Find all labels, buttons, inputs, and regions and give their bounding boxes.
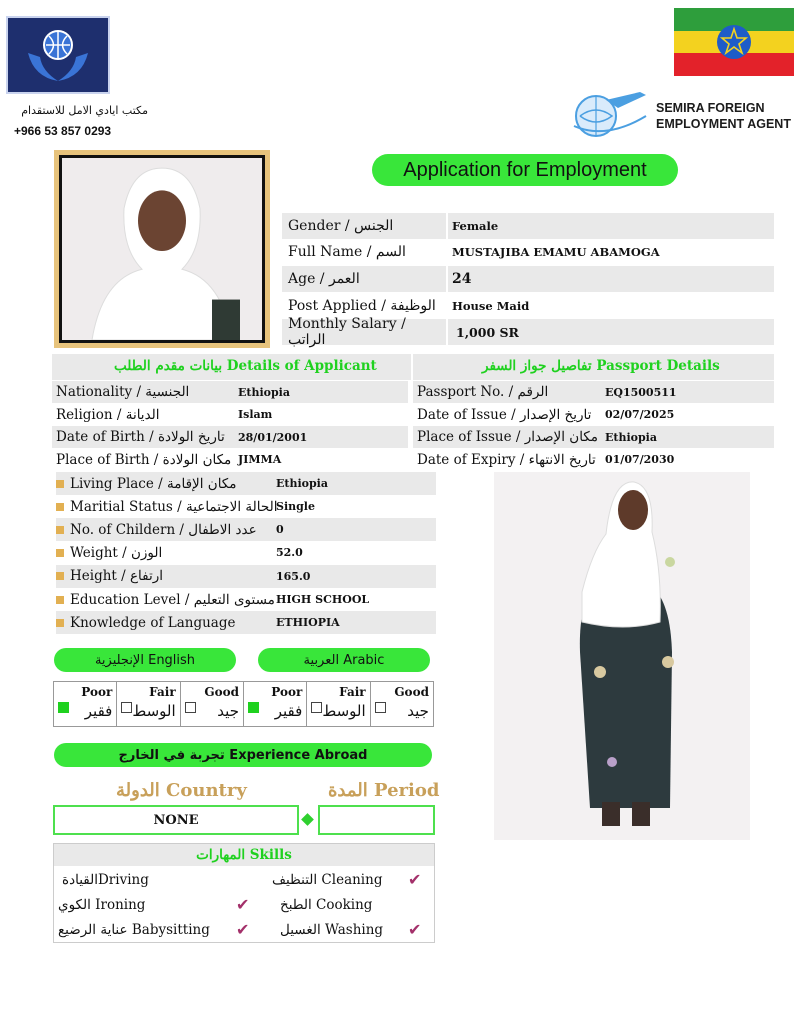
arabic-poor-cell[interactable]: Poor فقير	[244, 682, 307, 726]
table-row	[282, 266, 774, 293]
table-row	[52, 449, 408, 471]
education-value: HIGH SCHOOL	[276, 593, 370, 607]
english-fair-checkbox[interactable]	[121, 702, 132, 713]
living-place-value: Ethiopia	[276, 477, 328, 491]
hands-globe-icon	[18, 23, 98, 87]
diamond-icon	[301, 813, 314, 826]
info-table	[282, 213, 774, 349]
table-row	[282, 240, 774, 267]
place-of-issue-value: Ethiopia	[605, 430, 657, 444]
list-item	[56, 541, 436, 564]
date-of-birth-label: Date of Birth / تاريخ الولادة	[56, 429, 225, 446]
full-name-label: Full Name / السم	[288, 244, 406, 261]
post-applied-label: Post Applied / الوظيفة	[288, 297, 436, 314]
height-value: 165.0	[276, 569, 311, 583]
place-of-birth-value: JIMMA	[238, 453, 282, 467]
office-logo	[6, 16, 110, 94]
marital-status-label: Maritial Status / الحالة الاجتماعية	[70, 498, 278, 515]
passport-no-label: Passport No. / الرقم	[417, 384, 549, 401]
skills-title: المهارات Skills	[54, 844, 434, 866]
bullet-icon	[56, 572, 64, 580]
table-row	[413, 381, 774, 403]
english-good-cell[interactable]: Good جيد	[181, 682, 244, 726]
education-label: Education Level / مستوى التعليم	[70, 591, 275, 608]
skill-washing: الغسيل Washing	[280, 922, 384, 938]
table-row	[52, 404, 408, 426]
bullet-icon	[56, 549, 64, 557]
weight-label: Weight / الوزن	[70, 544, 163, 561]
arabic-title: العربية Arabic	[258, 648, 430, 672]
period-field[interactable]	[318, 805, 435, 835]
age-label: Age / العمر	[282, 266, 446, 292]
bullet-icon	[56, 619, 64, 627]
language-knowledge-value: ETHIOPIA	[276, 616, 340, 630]
portrait-photo-frame	[54, 150, 270, 348]
applicant-section-title: بيانات مقدم الطلب Details of Applicant	[114, 358, 377, 374]
passport-section-title: تفاصيل جواز السفر Passport Details	[482, 358, 720, 374]
passport-no-value: EQ1500511	[605, 385, 677, 399]
arabic-good-cell[interactable]: Good جيد	[371, 682, 433, 726]
bullet-icon	[56, 526, 64, 534]
list-item	[56, 588, 436, 611]
check-icon: ✔	[236, 920, 250, 939]
table-row	[413, 404, 774, 426]
skill-ironing: الكوي Ironing	[58, 897, 146, 913]
children-label: No. of Childern / عدد الاطفال	[70, 521, 257, 538]
person-full-body-icon	[494, 472, 750, 840]
gender-label: Gender / الجنس	[282, 213, 446, 239]
list-item	[56, 565, 436, 588]
place-of-issue-label: Place of Issue / مكان الإصدار	[417, 429, 598, 446]
date-of-birth-value: 28/01/2001	[238, 430, 308, 444]
bullet-icon	[56, 596, 64, 604]
living-place-label: Living Place / مكان الإقامة	[70, 475, 237, 492]
arabic-good-checkbox[interactable]	[375, 702, 386, 713]
monthly-salary-value: 1,000 SR	[446, 319, 774, 345]
religion-value: Islam	[238, 408, 273, 422]
monthly-salary-label: Monthly Salary / الراتب	[282, 319, 446, 345]
age-value: 24	[446, 266, 774, 292]
language-levels-table	[53, 681, 434, 727]
list-item	[56, 495, 436, 518]
english-poor-cell[interactable]: Poor فقير	[54, 682, 117, 726]
arabic-poor-checkbox[interactable]	[248, 702, 259, 713]
english-fair-cell[interactable]: Fair الوسط	[117, 682, 180, 726]
marital-status-value: Single	[276, 500, 315, 514]
portrait-photo	[59, 155, 265, 343]
country-header: الدولة Country	[116, 780, 247, 801]
date-of-issue-label: Date of Issue / تاريخ الإصدار	[417, 406, 592, 423]
ethiopia-flag-icon	[674, 8, 794, 76]
check-icon: ✔	[236, 895, 250, 914]
table-row	[413, 426, 774, 448]
skill-babysitting: عناية الرضيع Babysitting	[58, 922, 210, 938]
bullet-icon	[56, 503, 64, 511]
date-of-expiry-label: Date of Expiry / تاريخ الانتهاء	[417, 451, 596, 468]
office-name: مكتب ايادي الامل للاستقدام	[21, 104, 148, 117]
weight-value: 52.0	[276, 546, 303, 560]
skill-driving: القيادةDriving	[62, 872, 149, 888]
gender-value: Female	[446, 213, 774, 239]
country-field[interactable]: NONE	[53, 805, 299, 835]
table-row	[282, 213, 774, 240]
list-item	[56, 518, 436, 541]
english-poor-checkbox[interactable]	[58, 702, 69, 713]
date-of-expiry-value: 01/07/2030	[605, 453, 675, 467]
arabic-fair-cell[interactable]: Fair الوسط	[307, 682, 370, 726]
bullet-icon	[56, 480, 64, 488]
table-row	[52, 426, 408, 448]
table-row	[52, 381, 408, 403]
period-header: المدة Period	[328, 780, 440, 801]
skills-table	[53, 843, 435, 943]
skill-cleaning: التنظيف Cleaning	[272, 872, 383, 888]
date-of-issue-value: 02/07/2025	[605, 408, 675, 422]
english-title: الإنجليزية English	[54, 648, 236, 672]
height-label: Height / ارتفاع	[70, 568, 164, 585]
religion-label: Religion / الديانة	[56, 406, 160, 423]
list-item	[56, 472, 436, 495]
experience-title: تجربة في الخارج Experience Abroad	[54, 743, 432, 767]
children-value: 0	[276, 523, 284, 537]
list-item	[56, 611, 436, 634]
language-knowledge-label: Knowledge of Language	[70, 614, 236, 631]
check-icon: ✔	[408, 870, 422, 889]
agent-name: SEMIRA FOREIGN EMPLOYMENT AGENT	[656, 101, 791, 131]
plane-globe-icon	[566, 86, 650, 140]
table-row	[282, 316, 774, 349]
arabic-fair-checkbox[interactable]	[311, 702, 322, 713]
office-phone: +966 53 857 0293	[14, 124, 112, 138]
post-applied-value: House Maid	[446, 293, 774, 319]
table-row	[413, 449, 774, 471]
nationality-label: Nationality / الجنسية	[56, 384, 190, 401]
page-title: Application for Employment	[372, 154, 678, 186]
person-portrait-icon	[62, 158, 262, 340]
skill-cooking: الطبخ Cooking	[280, 897, 373, 913]
english-good-checkbox[interactable]	[185, 702, 196, 713]
divider	[411, 354, 413, 380]
check-icon: ✔	[408, 920, 422, 939]
nationality-value: Ethiopia	[238, 385, 290, 399]
full-name-value: MUSTAJIBA EMAMU ABAMOGA	[446, 240, 774, 266]
full-body-photo	[494, 472, 750, 840]
place-of-birth-label: Place of Birth / مكان الولادة	[56, 451, 232, 468]
